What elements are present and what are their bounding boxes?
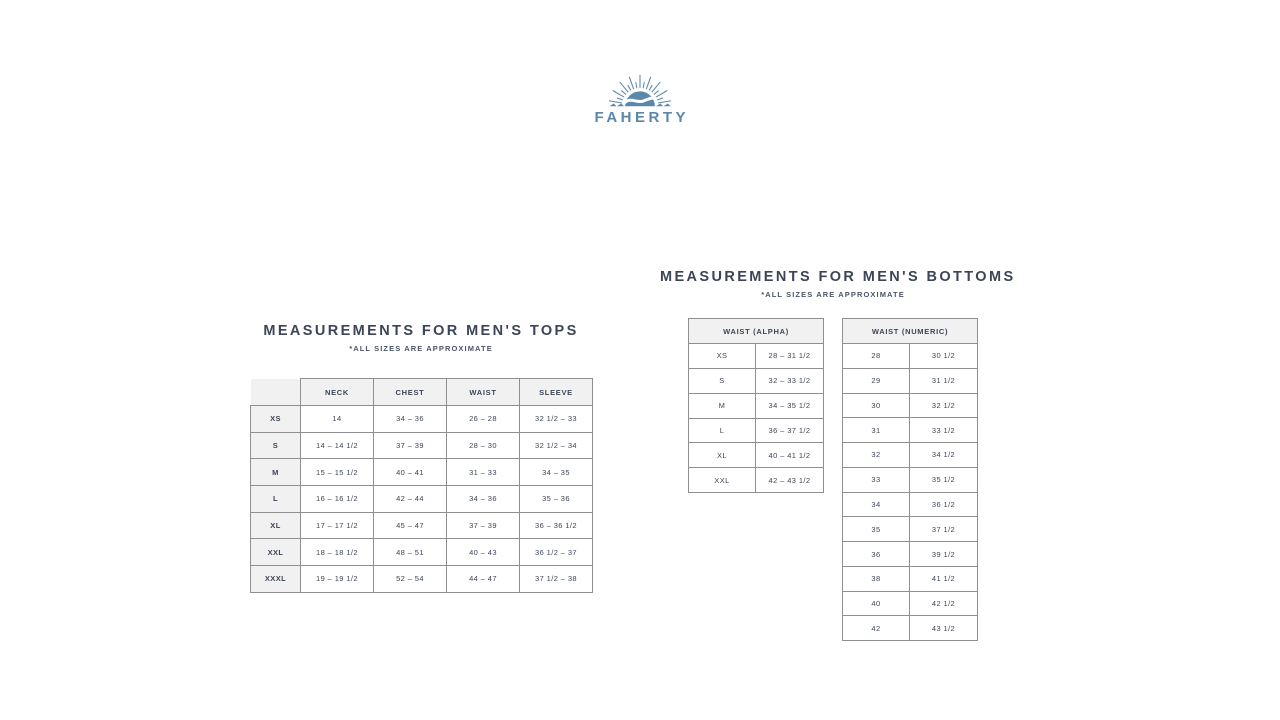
faherty-logo	[0, 66, 1280, 126]
measurement-cell: 32 1/2 – 34	[520, 432, 593, 459]
measurement-cell: 36 1/2	[910, 492, 978, 517]
row-label: XL	[689, 443, 756, 468]
measurement-cell: 36 1/2 – 37	[520, 539, 593, 566]
measurement-cell: 42 1/2	[910, 591, 978, 616]
measurement-cell: 35 – 36	[520, 486, 593, 513]
measurement-cell: 32 – 33 1/2	[756, 368, 824, 393]
table-row	[689, 344, 824, 369]
row-label: 36	[843, 542, 910, 567]
table-row	[843, 492, 978, 517]
row-label: S	[689, 368, 756, 393]
measurement-cell: 37 – 39	[447, 512, 520, 539]
measurement-cell: 42 – 43 1/2	[756, 468, 824, 493]
measurement-cell: 37 – 39	[374, 432, 447, 459]
row-label: 34	[843, 492, 910, 517]
waist-alpha-table	[688, 318, 824, 493]
row-label: 42	[843, 616, 910, 641]
row-label: S	[251, 432, 301, 459]
table-row	[689, 468, 824, 493]
numeric-table-header: WAIST (NUMERIC)	[843, 319, 978, 344]
measurement-cell: 34 1/2	[910, 443, 978, 468]
row-label: L	[251, 486, 301, 513]
column-header: NECK	[301, 379, 374, 406]
waist-numeric-table	[842, 318, 978, 641]
row-label: XXL	[689, 468, 756, 493]
table-row	[689, 393, 824, 418]
tops-size-table	[250, 378, 593, 593]
measurement-cell: 48 – 51	[374, 539, 447, 566]
measurement-cell: 30 1/2	[910, 344, 978, 369]
row-label: 38	[843, 566, 910, 591]
table-row	[251, 539, 593, 566]
corner-cell	[251, 379, 301, 406]
measurement-cell: 35 1/2	[910, 467, 978, 492]
column-header: WAIST	[447, 379, 520, 406]
measurement-cell: 26 – 28	[447, 406, 520, 433]
measurement-cell: 37 1/2	[910, 517, 978, 542]
row-label: XXL	[251, 539, 301, 566]
tops-section-subtitle: *ALL SIZES ARE APPROXIMATE	[349, 344, 493, 353]
measurement-cell: 36 – 36 1/2	[520, 512, 593, 539]
table-row	[251, 459, 593, 486]
table-row	[843, 443, 978, 468]
alpha-header-row	[689, 319, 824, 344]
brand-wordmark: FAHERTY	[594, 109, 689, 126]
measurement-cell: 15 – 15 1/2	[301, 459, 374, 486]
measurement-cell: 18 – 18 1/2	[301, 539, 374, 566]
row-label: 31	[843, 418, 910, 443]
measurement-cell: 28 – 30	[447, 432, 520, 459]
measurement-cell: 43 1/2	[910, 616, 978, 641]
measurement-cell: 32 1/2 – 33	[520, 406, 593, 433]
row-label: 33	[843, 467, 910, 492]
measurement-cell: 19 – 19 1/2	[301, 566, 374, 593]
table-row	[843, 467, 978, 492]
tops-section-title: MEASUREMENTS FOR MEN'S TOPS	[263, 323, 579, 339]
measurement-cell: 45 – 47	[374, 512, 447, 539]
sunburst-wave-icon	[580, 66, 700, 108]
measurement-cell: 52 – 54	[374, 566, 447, 593]
table-row	[251, 406, 593, 433]
bottoms-section-subtitle: *ALL SIZES ARE APPROXIMATE	[761, 290, 905, 299]
measurement-cell: 37 1/2 – 38	[520, 566, 593, 593]
measurement-cell: 36 – 37 1/2	[756, 418, 824, 443]
measurement-cell: 34 – 35	[520, 459, 593, 486]
column-header: CHEST	[374, 379, 447, 406]
measurement-cell: 42 – 44	[374, 486, 447, 513]
row-label: XXXL	[251, 566, 301, 593]
table-row	[843, 368, 978, 393]
row-label: L	[689, 418, 756, 443]
table-row	[843, 517, 978, 542]
table-row	[843, 542, 978, 567]
measurement-cell: 34 – 36	[374, 406, 447, 433]
measurement-cell: 31 – 33	[447, 459, 520, 486]
measurement-cell: 17 – 17 1/2	[301, 512, 374, 539]
measurement-cell: 28 – 31 1/2	[756, 344, 824, 369]
row-label: 35	[843, 517, 910, 542]
table-row	[251, 566, 593, 593]
table-row	[251, 486, 593, 513]
row-label: XL	[251, 512, 301, 539]
alpha-table-header: WAIST (ALPHA)	[689, 319, 824, 344]
row-label: M	[251, 459, 301, 486]
measurement-cell: 32 1/2	[910, 393, 978, 418]
measurement-cell: 41 1/2	[910, 566, 978, 591]
row-label: M	[689, 393, 756, 418]
table-row	[843, 616, 978, 641]
measurement-cell: 33 1/2	[910, 418, 978, 443]
table-row	[843, 344, 978, 369]
table-row	[689, 418, 824, 443]
measurement-cell: 44 – 47	[447, 566, 520, 593]
row-label: 32	[843, 443, 910, 468]
table-row	[251, 432, 593, 459]
table-row	[689, 368, 824, 393]
bottoms-section-title: MEASUREMENTS FOR MEN'S BOTTOMS	[660, 269, 1016, 285]
row-label: 29	[843, 368, 910, 393]
measurement-cell: 16 – 16 1/2	[301, 486, 374, 513]
row-label: XS	[689, 344, 756, 369]
measurement-cell: 40 – 41 1/2	[756, 443, 824, 468]
measurement-cell: 34 – 35 1/2	[756, 393, 824, 418]
table-row	[843, 591, 978, 616]
row-label: 28	[843, 344, 910, 369]
measurement-cell: 40 – 41	[374, 459, 447, 486]
row-label: 40	[843, 591, 910, 616]
measurement-cell: 14	[301, 406, 374, 433]
numeric-header-row	[843, 319, 978, 344]
table-row	[843, 418, 978, 443]
table-row	[251, 512, 593, 539]
table-row	[843, 566, 978, 591]
row-label: 30	[843, 393, 910, 418]
measurement-cell: 34 – 36	[447, 486, 520, 513]
measurement-cell: 14 – 14 1/2	[301, 432, 374, 459]
table-row	[689, 443, 824, 468]
tops-header-row	[251, 379, 593, 406]
measurement-cell: 31 1/2	[910, 368, 978, 393]
measurement-cell: 39 1/2	[910, 542, 978, 567]
measurement-cell: 40 – 43	[447, 539, 520, 566]
table-row	[843, 393, 978, 418]
row-label: XS	[251, 406, 301, 433]
column-header: SLEEVE	[520, 379, 593, 406]
